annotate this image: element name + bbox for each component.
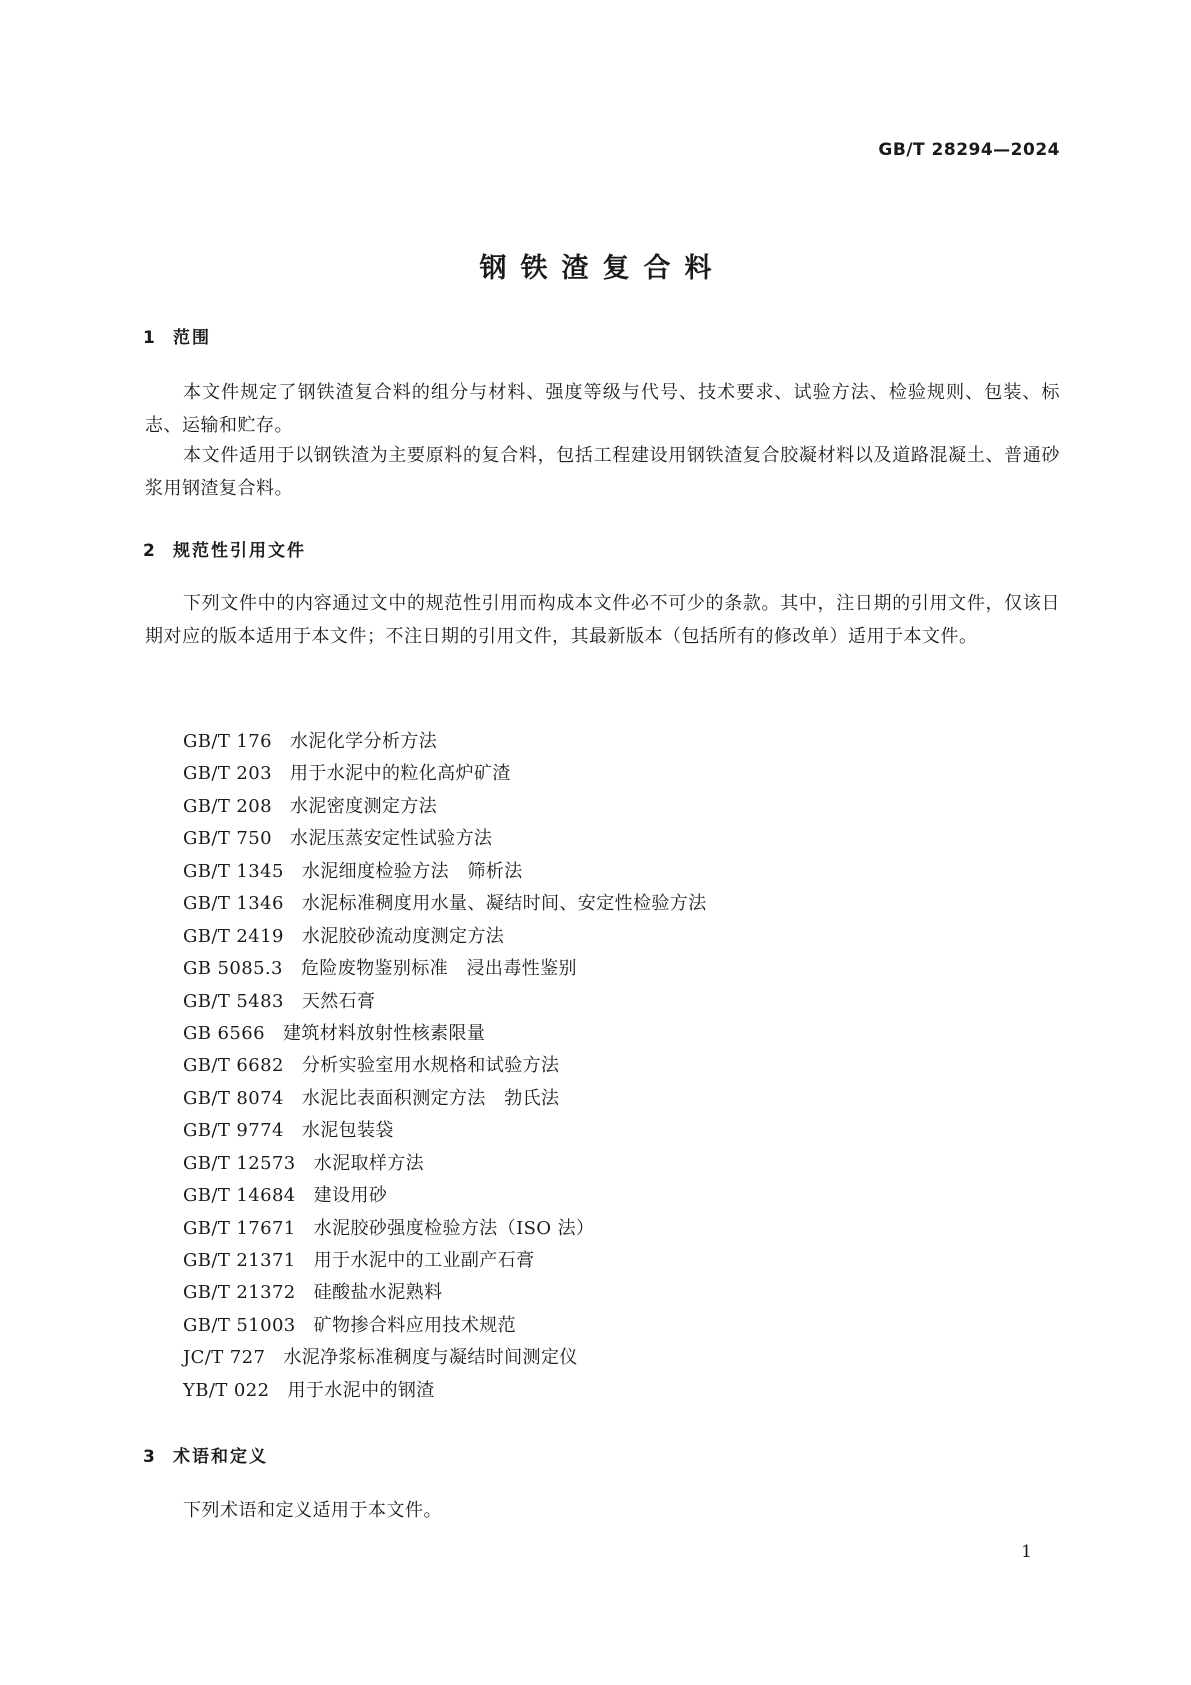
page-number: 1: [1021, 1542, 1032, 1562]
list-item: [183, 726, 707, 758]
reference-title: 水泥细度检验方法 筛析法: [301, 860, 523, 882]
reference-code: GB/T 203: [183, 763, 272, 785]
section-title: 范围: [173, 328, 211, 348]
list-item: [183, 1342, 707, 1374]
list-item: [183, 758, 707, 790]
reference-title: 水泥净浆标准稠度与凝结时间测定仪: [283, 1347, 578, 1369]
normative-references-list: [183, 726, 707, 1407]
list-item: [183, 1310, 707, 1342]
list-item: [183, 791, 707, 823]
reference-code: GB/T 750: [183, 828, 272, 850]
reference-code: GB 5085.3: [183, 958, 283, 980]
reference-title: 矿物掺合料应用技术规范: [313, 1314, 517, 1336]
reference-code: GB/T 2419: [183, 925, 284, 947]
list-item: [183, 1213, 707, 1245]
reference-title: 分析实验室用水规格和试验方法: [301, 1055, 560, 1077]
reference-title: 水泥取样方法: [313, 1152, 425, 1174]
reference-code: YB/T 022: [183, 1379, 270, 1401]
section-number: 3: [143, 1447, 157, 1467]
reference-title: 建设用砂: [313, 1185, 388, 1207]
reference-title: 水泥化学分析方法: [289, 731, 438, 752]
list-item: [183, 1277, 707, 1309]
reference-code: GB/T 1346: [183, 893, 284, 915]
list-item: [183, 986, 707, 1018]
list-item: [183, 888, 707, 920]
reference-code: GB/T 14684: [183, 1185, 296, 1207]
list-item: [183, 1115, 707, 1147]
reference-code: GB/T 12573: [183, 1152, 296, 1174]
reference-code: GB/T 17671: [183, 1217, 296, 1239]
reference-code: GB/T 208: [183, 795, 272, 817]
reference-code: GB/T 1345: [183, 860, 284, 882]
list-item: [183, 1050, 707, 1082]
section-2-heading: [143, 536, 306, 561]
list-item: [183, 1375, 707, 1407]
reference-code: GB/T 176: [183, 731, 272, 752]
section-number: 1: [143, 328, 157, 348]
reference-code: GB/T 5483: [183, 990, 284, 1012]
reference-title: 建筑材料放射性核素限量: [282, 1022, 486, 1044]
list-item: [183, 823, 707, 855]
list-item: [183, 1180, 707, 1212]
list-item: [183, 1083, 707, 1115]
section-1-paragraph-2: 本文件适用于以钢铁渣为主要原料的复合料，包括工程建设用钢铁渣复合胶凝材料以及道路混凝土、普通砂浆用钢渣复合料。: [145, 445, 1060, 499]
reference-code: GB 6566: [183, 1022, 265, 1044]
reference-title: 水泥密度测定方法: [289, 795, 438, 817]
list-item: [183, 1018, 707, 1050]
reference-code: GB/T 51003: [183, 1314, 296, 1336]
section-3-heading: [143, 1442, 268, 1467]
section-title: 术语和定义: [173, 1447, 268, 1467]
reference-title: 危险废物鉴别标准 浸出毒性鉴别: [300, 958, 577, 980]
section-3-paragraph-1: 下列术语和定义适用于本文件。: [183, 1500, 442, 1521]
reference-title: 水泥胶砂流动度测定方法: [301, 925, 505, 947]
list-item: [183, 856, 707, 888]
list-item: [183, 953, 707, 985]
reference-title: 用于水泥中的钢渣: [287, 1379, 435, 1401]
section-1-heading: [143, 323, 211, 348]
list-item: [183, 921, 707, 953]
reference-title: 用于水泥中的粒化高炉矿渣: [289, 763, 511, 785]
document-title: 钢铁渣复合料: [479, 253, 726, 284]
reference-code: GB/T 9774: [183, 1120, 284, 1142]
document-code: GB/T 28294—2024: [878, 140, 1060, 160]
reference-title: 水泥压蒸安定性试验方法: [289, 828, 493, 850]
section-number: 2: [143, 541, 157, 561]
reference-code: GB/T 8074: [183, 1087, 284, 1109]
reference-title: 水泥胶砂强度检验方法（ISO 法）: [313, 1217, 595, 1239]
reference-title: 天然石膏: [301, 990, 376, 1012]
reference-title: 水泥标准稠度用水量、凝结时间、安定性检验方法: [301, 893, 707, 915]
reference-code: GB/T 6682: [183, 1055, 284, 1077]
list-item: [183, 1245, 707, 1277]
section-title: 规范性引用文件: [173, 541, 306, 561]
section-1-paragraph-1: 本文件规定了钢铁渣复合料的组分与材料、强度等级与代号、技术要求、试验方法、检验规则、包装、标志、运输和贮存。: [145, 382, 1060, 436]
reference-code: JC/T 727: [183, 1347, 266, 1369]
list-item: [183, 1148, 707, 1180]
section-2-paragraph-1: 下列文件中的内容通过文中的规范性引用而构成本文件必不可少的条款。其中，注日期的引用文件，仅该日期对应的版本适用于本文件；不注日期的引用文件，其最新版本（包括所有的修改单）适用于本文件。: [145, 593, 1060, 647]
reference-title: 硅酸盐水泥熟料: [313, 1282, 443, 1304]
reference-title: 水泥比表面积测定方法 勃氏法: [301, 1087, 560, 1109]
reference-code: GB/T 21371: [183, 1250, 296, 1271]
reference-title: 水泥包装袋: [301, 1120, 394, 1142]
reference-title: 用于水泥中的工业副产石膏: [313, 1250, 535, 1271]
reference-code: GB/T 21372: [183, 1282, 296, 1304]
